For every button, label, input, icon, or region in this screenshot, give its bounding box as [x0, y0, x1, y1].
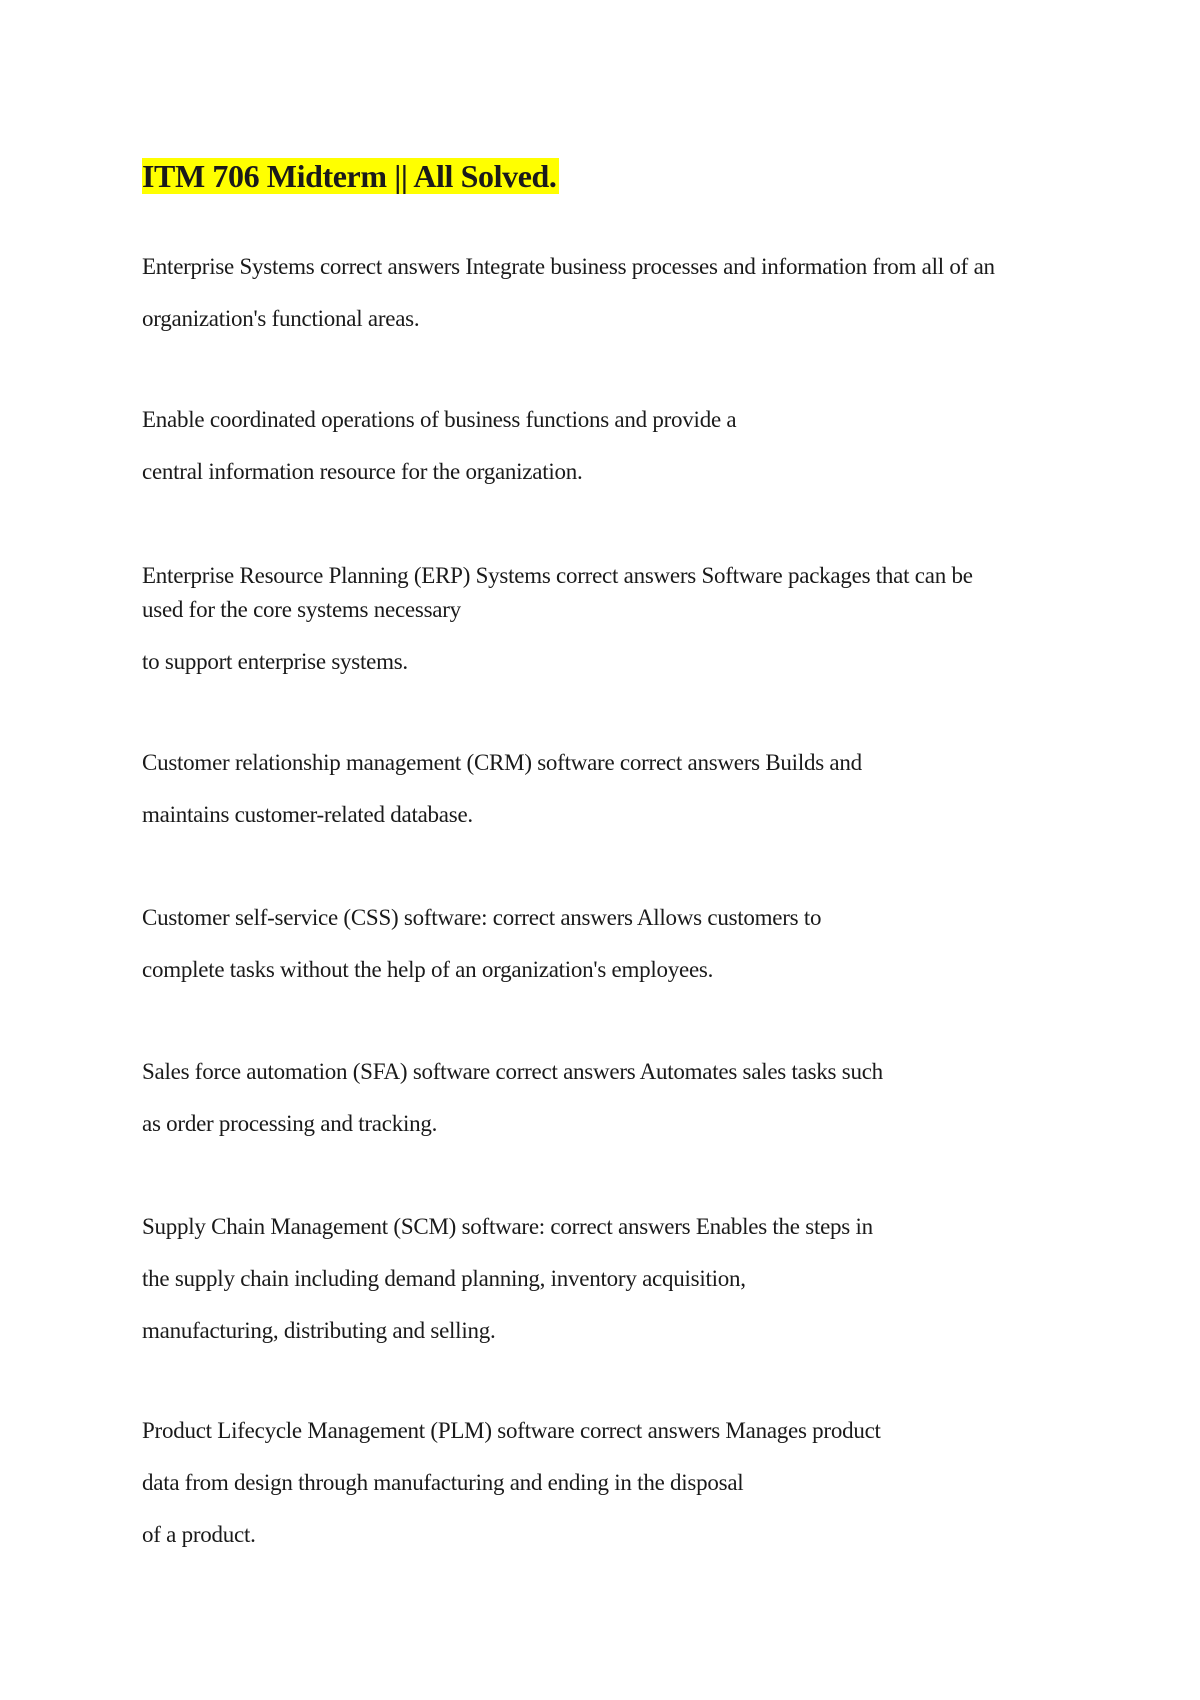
- paragraph-7-line-1: Supply Chain Management (SCM) software: correct answers Enables the steps in: [142, 1214, 873, 1239]
- paragraph-8-line-1: Product Lifecycle Management (PLM) software correct answers Manages product: [142, 1418, 881, 1443]
- paragraph-7-line-2: the supply chain including demand planning, inventory acquisition,: [142, 1266, 746, 1291]
- paragraph-4-line-1: Customer relationship management (CRM) software correct answers Builds and: [142, 750, 862, 775]
- document-title: [142, 154, 559, 198]
- paragraph-6-line-2: as order processing and tracking.: [142, 1111, 438, 1136]
- paragraph-7-line-3: manufacturing, distributing and selling.: [142, 1318, 496, 1343]
- paragraph-2-line-2: central information resource for the organization.: [142, 459, 583, 484]
- paragraph-3-line-3: to support enterprise systems.: [142, 649, 408, 674]
- paragraph-8-line-2: data from design through manufacturing and ending in the disposal: [142, 1470, 744, 1495]
- paragraph-5-line-1: Customer self-service (CSS) software: correct answers Allows customers to: [142, 905, 822, 930]
- paragraph-4-line-2: maintains customer-related database.: [142, 802, 473, 827]
- title-highlight: ITM 706 Midterm || All Solved.: [142, 158, 557, 194]
- paragraph-1-line-2: organization's functional areas.: [142, 306, 420, 331]
- paragraph-3-line-2: used for the core systems necessary: [142, 597, 461, 622]
- paragraph-5-line-2: complete tasks without the help of an organization's employees.: [142, 957, 714, 982]
- paragraph-1-line-1: Enterprise Systems correct answers Integrate business processes and information from all of an: [142, 254, 995, 279]
- paragraph-6-line-1: Sales force automation (SFA) software correct answers Automates sales tasks such: [142, 1059, 883, 1084]
- paragraph-2-line-1: Enable coordinated operations of business functions and provide a: [142, 407, 737, 432]
- paragraph-3-line-1: Enterprise Resource Planning (ERP) Systems correct answers Software packages that can be: [142, 563, 973, 588]
- paragraph-8-line-3: of a product.: [142, 1522, 256, 1547]
